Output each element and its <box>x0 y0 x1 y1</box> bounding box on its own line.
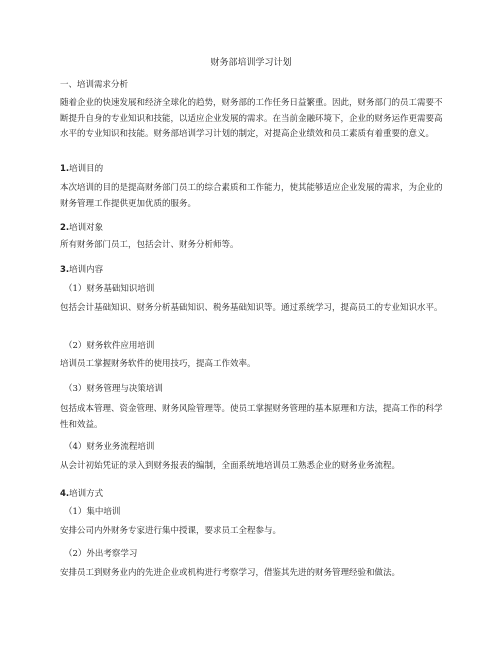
content-item-3-label: （3）财务管理与决策培训 <box>64 384 163 394</box>
content-item-2-label: （2）财务软件应用培训 <box>64 341 155 351</box>
goal-paragraph: 本次培训的目的是提高财务部门员工的综合素质和工作能力，使其能够适应企业发展的需求，为企业的财务管理工作提供更加优质的服务。 <box>60 183 443 209</box>
content-item-1-text: 包括会计基础知识、财务分析基础知识、税务基础知识等。通过系统学习，提高员工的专业知识水平。 <box>60 303 443 313</box>
section-heading-needs-analysis: 一、培训需求分析 <box>60 80 129 90</box>
target-number: 2. <box>60 223 70 233</box>
method-item-2-text: 安排员工到财务业内的先进企业或机构进行考察学习，借鉴其先进的财务管理经验和做法。 <box>60 568 401 578</box>
method-item-1-text: 安排公司内外财务专家进行集中授课，要求员工全程参与。 <box>60 526 282 536</box>
content-item-2-text: 培训员工掌握财务软件的使用技巧，提高工作效率。 <box>60 359 256 369</box>
method-item-2-label: （2）外出考察学习 <box>64 549 138 559</box>
document-title: 财务部培训学习计划 <box>210 58 292 68</box>
content-item-3-text: 包括成本管理、资金管理、财务风险管理等。使员工掌握财务管理的基本原理和方法，提高工作的科学性和效益。 <box>60 404 443 430</box>
section-heading-goal <box>60 163 444 175</box>
content-heading: 培训内容 <box>69 265 104 275</box>
needs-analysis-paragraph: 随着企业的快速发展和经济全球化的趋势，财务部的工作任务日益繁重。因此，财务部门的员工需要不断提升自身的专业知识和技能，以适应企业发展的需求。在当前金融环境下，企业的财务运作更需要高水平的专业知识和技能。财务部培训学习计划的制定，对提高企业绩效和员工素质有着重要的意义。 <box>60 98 443 139</box>
method-item-1-label: （1）集中培训 <box>64 507 121 517</box>
method-number: 4. <box>60 489 70 499</box>
section-heading-content <box>60 264 444 276</box>
content-number: 3. <box>60 265 70 275</box>
content-item-4-label: （4）财务业务流程培训 <box>64 442 155 452</box>
section-heading-target <box>60 222 444 234</box>
content-item-1-label: （1）财务基础知识培训 <box>64 284 155 294</box>
target-paragraph: 所有财务部门员工，包括会计、财务分析师等。 <box>60 240 239 250</box>
goal-number: 1. <box>60 164 70 174</box>
section-heading-method <box>60 488 444 500</box>
target-heading: 培训对象 <box>69 223 104 233</box>
method-heading: 培训方式 <box>69 489 104 499</box>
content-item-4-text: 从会计初始凭证的录入到财务报表的编制，全面系统地培训员工熟悉企业的财务业务流程。 <box>60 461 401 471</box>
goal-heading: 培训目的 <box>69 164 104 174</box>
